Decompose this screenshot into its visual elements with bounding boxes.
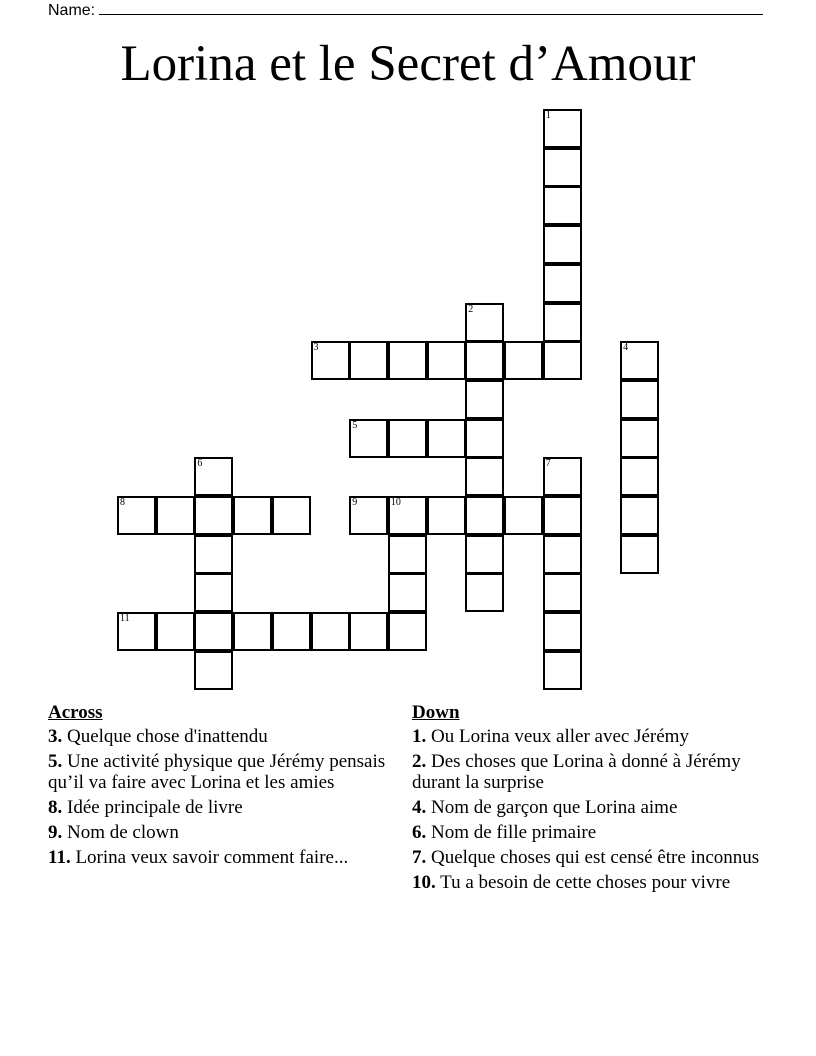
grid-cell[interactable]: [543, 186, 582, 225]
grid-cell[interactable]: [543, 303, 582, 342]
clue-number: 5: [352, 419, 358, 431]
grid-cell[interactable]: [465, 457, 504, 496]
grid-cell[interactable]: [194, 651, 233, 690]
grid-cell[interactable]: [543, 148, 582, 187]
down-heading: Down: [412, 702, 460, 723]
grid-cell[interactable]: [388, 535, 427, 574]
grid-cell[interactable]: [388, 341, 427, 380]
across-clues: [48, 702, 413, 872]
grid-cell[interactable]: [311, 341, 350, 380]
page-title: Lorina et le Secret d’Amour: [120, 36, 696, 92]
clue-number: 7.: [412, 847, 427, 868]
grid-cell[interactable]: [465, 419, 504, 458]
down-clue: [412, 751, 777, 793]
across-clue-list: [48, 726, 413, 868]
clue-text: Ou Lorina veux aller avec Jérémy: [426, 726, 689, 747]
grid-cell[interactable]: [117, 612, 156, 651]
grid-cell[interactable]: [620, 380, 659, 419]
grid-cell[interactable]: [272, 612, 311, 651]
grid-cell[interactable]: [543, 457, 582, 496]
grid-cell[interactable]: [465, 380, 504, 419]
clue-number: 3.: [48, 726, 63, 747]
grid-cell[interactable]: [194, 496, 233, 535]
grid-cell[interactable]: [388, 419, 427, 458]
clue-number: 4: [623, 342, 629, 354]
clue-number: 9.: [48, 822, 63, 843]
clue-text: Nom de clown: [62, 822, 179, 843]
grid-cell[interactable]: [465, 341, 504, 380]
across-clue: [48, 797, 413, 818]
grid-cell[interactable]: [233, 612, 272, 651]
clue-number: 4.: [412, 797, 427, 818]
grid-cell[interactable]: [504, 496, 543, 535]
grid-cell[interactable]: [427, 419, 466, 458]
grid-cell[interactable]: [543, 109, 582, 148]
grid-cell[interactable]: [465, 573, 504, 612]
grid-cell[interactable]: [194, 573, 233, 612]
clue-text: Une activité physique que Jérémy pensais qu’il va faire avec Lorina et les amies: [48, 751, 386, 793]
clue-number: 9: [352, 497, 358, 508]
grid-cell[interactable]: [349, 612, 388, 651]
clue-text: Nom de garçon que Lorina aime: [426, 797, 678, 818]
clue-number: 8.: [48, 797, 63, 818]
clue-number: 6.: [412, 822, 427, 843]
down-clue: [412, 847, 777, 868]
grid-cell[interactable]: [388, 612, 427, 651]
name-label: Name:: [48, 2, 96, 19]
grid-cell[interactable]: [194, 457, 233, 496]
clue-number: 8: [120, 497, 125, 508]
down-clue: [412, 726, 777, 747]
clue-number: 10: [390, 497, 401, 508]
down-clues: [412, 702, 777, 897]
clue-number: 6: [197, 458, 203, 470]
clue-text: Nom de fille primaire: [426, 822, 597, 843]
clue-number: 10.: [412, 872, 436, 893]
grid-cell[interactable]: [427, 341, 466, 380]
clue-number: 2.: [412, 751, 427, 772]
clue-text: Idée principale de livre: [62, 797, 243, 818]
grid-cell[interactable]: [504, 341, 543, 380]
grid-cell[interactable]: [620, 457, 659, 496]
grid-cell[interactable]: [465, 535, 504, 574]
grid-cell[interactable]: [543, 225, 582, 264]
grid-cell[interactable]: [543, 496, 582, 535]
grid-cell[interactable]: [349, 341, 388, 380]
grid-cell[interactable]: [388, 573, 427, 612]
grid-cell[interactable]: [543, 612, 582, 651]
down-clue: [412, 872, 777, 893]
grid-cell[interactable]: [388, 496, 427, 535]
grid-cell[interactable]: [349, 419, 388, 458]
grid-cell[interactable]: [620, 419, 659, 458]
clue-number: 1: [545, 110, 551, 121]
grid-cell[interactable]: [465, 303, 504, 342]
clue-text: Lorina veux savoir comment faire...: [70, 847, 349, 868]
clue-text: Quelque chose d'inattendu: [62, 726, 268, 747]
clue-number: 11.: [48, 847, 71, 868]
across-clue: [48, 847, 413, 868]
clue-number: 3: [313, 342, 319, 354]
grid-cell[interactable]: [156, 496, 195, 535]
grid-cell[interactable]: [272, 496, 311, 535]
clue-text: Des choses que Lorina à donné à Jérémy durant la surprise: [412, 751, 741, 793]
grid-cell[interactable]: [620, 496, 659, 535]
clue-number: 7: [545, 458, 551, 470]
grid-cell[interactable]: [465, 496, 504, 535]
grid-cell[interactable]: [543, 264, 582, 303]
across-clue: [48, 822, 413, 843]
across-heading: Across: [48, 702, 103, 723]
clue-text: Tu a besoin de cette choses pour vivre: [435, 872, 731, 893]
clue-number: 2: [468, 303, 474, 315]
grid-cell[interactable]: [620, 535, 659, 574]
grid-cell[interactable]: [349, 496, 388, 535]
across-clue: [48, 751, 413, 793]
grid-cell[interactable]: [620, 341, 659, 380]
grid-cell[interactable]: [427, 496, 466, 535]
grid-cell[interactable]: [233, 496, 272, 535]
grid-cell[interactable]: [543, 651, 582, 690]
down-clue: [412, 822, 777, 843]
grid-cell[interactable]: [543, 535, 582, 574]
grid-cell[interactable]: [311, 612, 350, 651]
clue-number: 1.: [412, 726, 427, 747]
grid-cell[interactable]: [194, 535, 233, 574]
clue-number: 5.: [48, 751, 63, 772]
grid-cell[interactable]: [117, 496, 156, 535]
down-clue: [412, 797, 777, 818]
across-clue: [48, 726, 413, 747]
grid-cell[interactable]: [543, 573, 582, 612]
down-clue-list: [412, 726, 777, 893]
grid-cell[interactable]: [543, 341, 582, 380]
grid-cell[interactable]: [194, 612, 233, 651]
clue-text: Quelque choses qui est censé être inconnus: [426, 847, 760, 868]
clue-number: 11: [120, 613, 130, 625]
grid-cell[interactable]: [156, 612, 195, 651]
